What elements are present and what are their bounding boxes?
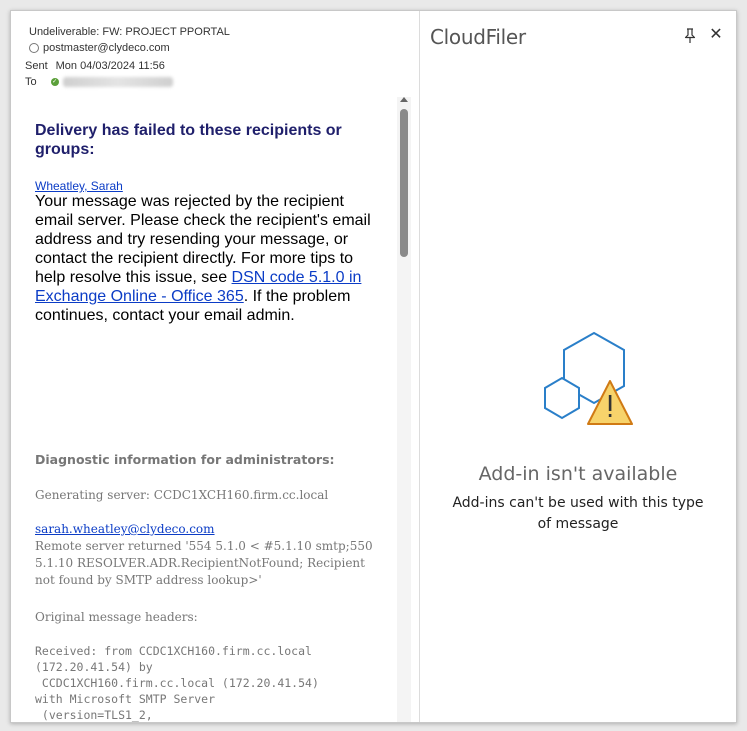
recipient-name-redacted[interactable] xyxy=(63,77,173,87)
recipient-name-link[interactable]: Wheatley, Sarah xyxy=(35,179,123,193)
close-icon[interactable]: ✕ xyxy=(709,26,723,43)
scrollbar-thumb[interactable] xyxy=(400,109,408,257)
pin-icon[interactable] xyxy=(682,27,698,45)
sent-row xyxy=(25,60,165,72)
generating-server: Generating server: CCDC1XCH160.firm.cc.local xyxy=(35,488,329,502)
to-label: To xyxy=(25,76,37,88)
message-subject: Undeliverable: FW: PROJECT PPORTAL xyxy=(29,26,230,38)
remote-server-response: Remote server returned '554 5.1.0 < #5.1.10 smtp;550 5.1.10 RESOLVER.ADR.RecipientNotFound; Recipient not found by SMTP address lookup>' xyxy=(35,539,373,587)
rejection-text-part1: Your message was rejected by the recipient email server. Please check the recipient's email address and try resending your message, or contact the recipient directly. For more tips to help resolve this issue, see xyxy=(35,193,371,286)
delivery-failed-heading: Delivery has failed to these recipients or groups: xyxy=(35,122,342,158)
message-scrollbar[interactable] xyxy=(397,97,411,722)
presence-status-icon xyxy=(29,43,39,53)
addin-unavailable-title: Add-in isn't available xyxy=(478,463,678,485)
addin-unavailable-description: Add-ins can't be used with this type of message xyxy=(452,495,704,532)
sender-address[interactable]: postmaster@clydeco.com xyxy=(43,42,170,54)
diagnostic-heading: Diagnostic information for administrators: xyxy=(35,452,335,467)
small-hexagon-icon xyxy=(545,378,579,418)
addin-unavailable-illustration xyxy=(526,329,638,446)
recipient-address-link[interactable]: sarah.wheatley@clydeco.com xyxy=(35,522,215,536)
scroll-up-arrow-icon[interactable] xyxy=(400,97,408,102)
sent-label: Sent xyxy=(25,60,48,72)
message-body xyxy=(11,97,397,722)
addin-title: CloudFiler xyxy=(430,25,526,49)
online-status-icon: ✓ xyxy=(52,79,58,85)
to-row xyxy=(25,76,173,88)
rejection-text-part2: . If the problem continues, contact your email admin. xyxy=(35,288,351,324)
original-headers-label: Original message headers: xyxy=(35,610,198,624)
sender-row xyxy=(29,42,170,54)
email-reading-window xyxy=(10,10,737,723)
dsn-code-link[interactable]: DSN code 5.1.0 in Exchange Online - Office 365 xyxy=(35,269,362,305)
rejection-message xyxy=(35,192,380,325)
addin-pane xyxy=(420,11,736,722)
received-headers: Received: from CCDC1XCH160.firm.cc.local (172.20.41.54) by CCDC1XCH160.firm.cc.local (172.20.41.54) with Microsoft SMTP Server (version=TLS1_2, xyxy=(35,644,319,722)
sent-date: Mon 04/03/2024 11:56 xyxy=(55,60,165,72)
message-header xyxy=(11,11,419,101)
